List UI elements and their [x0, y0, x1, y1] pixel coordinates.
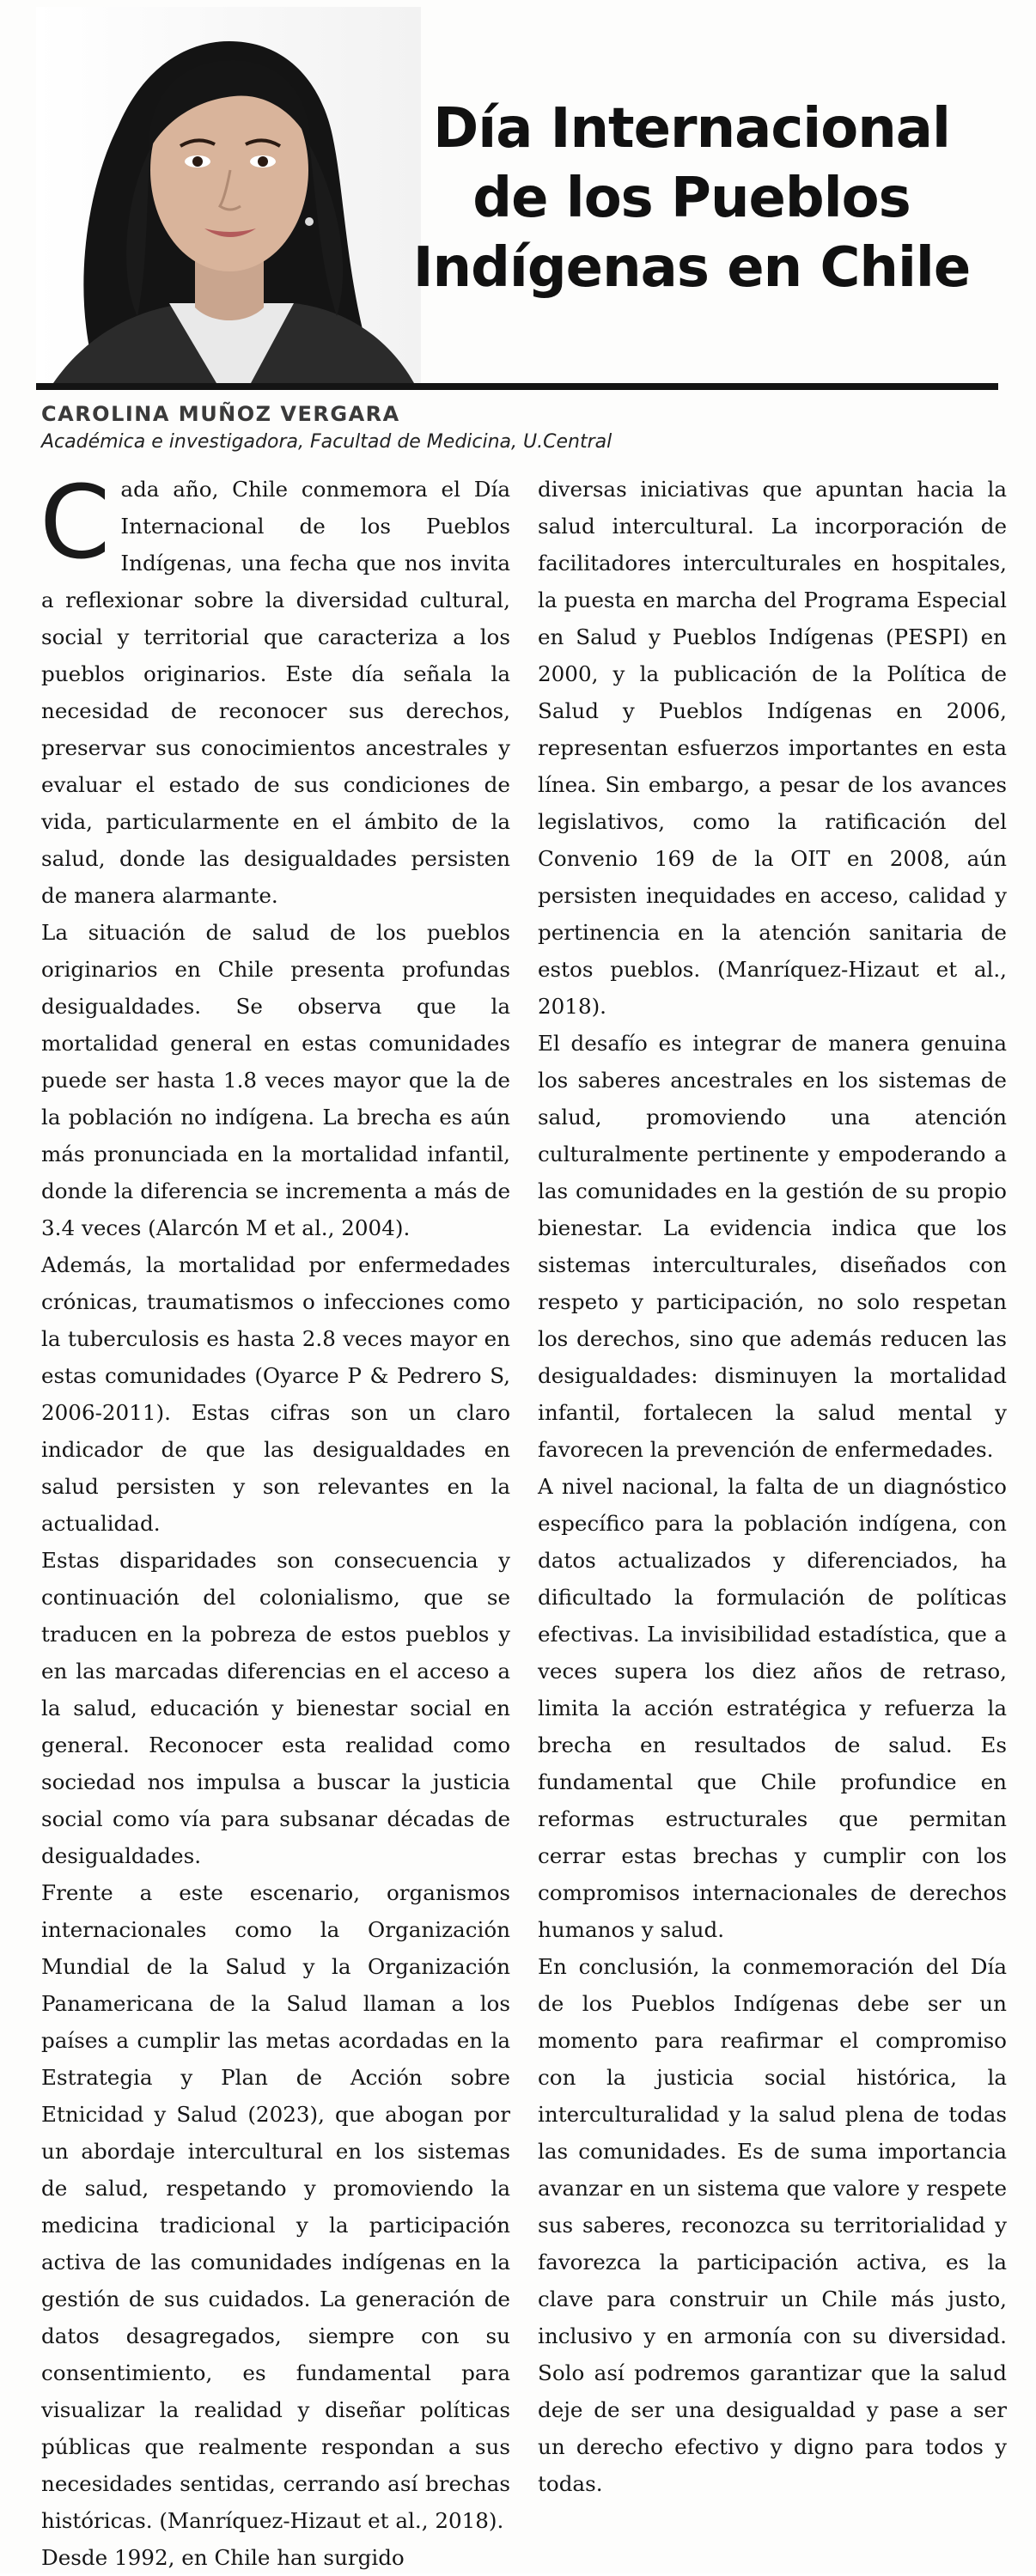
- article-paragraph: A nivel nacional, la falta de un diagnóstico específico para la población indígena, con datos actualizados y diferenciados, ha dificultado la formulación de políticas efectivas. La invisibilidad estadística, que a veces supera los diez años de retraso, limita la acción estratégica y refuerza la brecha en resultados de salud. Es fundamental que Chile profundice en reformas estructurales que permitan cerrar estas brechas y cumplir con los compromisos internacionales de derechos humanos y salud.: [538, 1474, 1007, 1942]
- article-paragraph: Estas disparidades son consecuencia y continuación del colonialismo, que se traducen en la pobreza de estos pueblos y en las marcadas diferencias en el acceso a la salud, educación y bienestar social en general. Reconocer esta realidad como sociedad nos impulsa a buscar la justicia social como vía para subsanar décadas de desigualdades.: [41, 1548, 510, 1868]
- article-paragraph: diversas iniciativas que apuntan hacia la salud intercultural. La incorporación de facilitadores interculturales en hospitales, la puesta en marcha del Programa Especial en Salud y Pueblos Indígenas (PESPI) en 2000, y la publicación de la Política de Salud y Pueblos Indígenas en 2006, representan esfuerzos importantes en esta línea. Sin embargo, a pesar de los avances legislativos, como la ratificación del Convenio 169 de la OIT en 2008, aún persisten inequidades en acceso, calidad y pertinencia en la atención sanitaria de estos pueblos. (Manríquez-Hizaut et al., 2018).: [538, 477, 1007, 1019]
- headline-line-1: Día Internacional: [433, 97, 950, 161]
- author-portrait: [36, 7, 421, 383]
- article-paragraph: Frente a este escenario, organismos internacionales como la Organización Mundial de la Salud y la Organización Panamericana de la Salud llaman a los países a cumplir las metas acordadas en la Estrategia y Plan de Acción sobre Etnicidad y Salud (2023), que abogan por un abordaje intercultural en los sistemas de salud, respetando y promoviendo la medicina tradicional y la participación activa de las comunidades indígenas en la gestión de sus cuidados. La generación de datos desagregados, siempre con su consentimiento, es fundamental para visualizar la realidad y diseñar políticas públicas que realmente respondan a sus necesidades sentidas, cerrando así brechas históricas. (Manríquez-Hizaut et al., 2018).: [41, 1880, 510, 2533]
- article-paragraph: [40, 463, 510, 914]
- author-affiliation: Académica e investigadora, Facultad de Medicina, U.Central: [41, 431, 612, 453]
- paragraph-text: ada año, Chile conmemora el Día Internacional de los Pueblos Indígenas, una fecha que nos invita a reflexionar sobre la diversidad cultural, social y territorial que caracteriza a los pueblos originarios. Este día señala la necesidad de reconocer sus derechos, preservar sus conocimientos ancestrales y evaluar el estado de sus condiciones de vida, particularmente en el ámbito de la salud, donde las desigualdades persisten de manera alarmante.: [41, 477, 510, 908]
- article-column-right: [538, 471, 1007, 2502]
- article-paragraph: La situación de salud de los pueblos originarios en Chile presenta profundas desigualdades. Se observa que la mortalidad general en estas comunidades puede ser hasta 1.8 veces mayor que la de la población no indígena. La brecha es aún más pronunciada en la mortalidad infantil, donde la diferencia se incrementa a más de 3.4 veces (Alarcón M et al., 2004).: [41, 920, 510, 1240]
- author-portrait-illustration: [36, 7, 421, 383]
- article-paragraph: Desde 1992, en Chile han surgido: [41, 2545, 405, 2570]
- article-column-left: [40, 463, 510, 2576]
- drop-cap: C: [40, 463, 111, 582]
- article-paragraph: El desafío es integrar de manera genuina los saberes ancestrales en los sistemas de salud, promoviendo una atención culturalmente pertinente y empoderando a las comunidades en la gestión de su propio bienestar. La evidencia indica que los sistemas interculturales, diseñados con respeto y participación, no solo respetan los derechos, sino que además reducen las desigualdades: disminuyen la mortalidad infantil, fortalecen la salud mental y favorecen la prevención de enfermedades.: [538, 1031, 1007, 1462]
- headline: [369, 94, 1014, 303]
- header-divider: [36, 383, 998, 390]
- article-paragraph: Además, la mortalidad por enfermedades crónicas, traumatismos o infecciones como la tuberculosis es hasta 2.8 veces mayor en estas comunidades (Oyarce P & Pedrero S, 2006-2011). Estas cifras son un claro indicador de que las desigualdades en salud persisten y son relevantes en la actualidad.: [41, 1252, 510, 1536]
- author-name: CAROLINA MUÑOZ VERGARA: [41, 402, 400, 426]
- headline-line-2: de los Pueblos: [472, 167, 911, 230]
- headline-line-3: Indígenas en Chile: [412, 236, 971, 300]
- article-paragraph: En conclusión, la conmemoración del Día de los Pueblos Indígenas debe ser un momento para reafirmar el compromiso con la justicia social histórica, la interculturalidad y la salud plena de todas las comunidades. Es de suma importancia avanzar en un sistema que valore y respete sus saberes, reconozca su territorialidad y favorezca la participación activa, es la clave para construir un Chile más justo, inclusivo y en armonía con su diversidad. Solo así podremos garantizar que la salud deje de ser una desigualdad y pase a ser un derecho efectivo y digno para todos y todas.: [538, 1954, 1007, 2496]
